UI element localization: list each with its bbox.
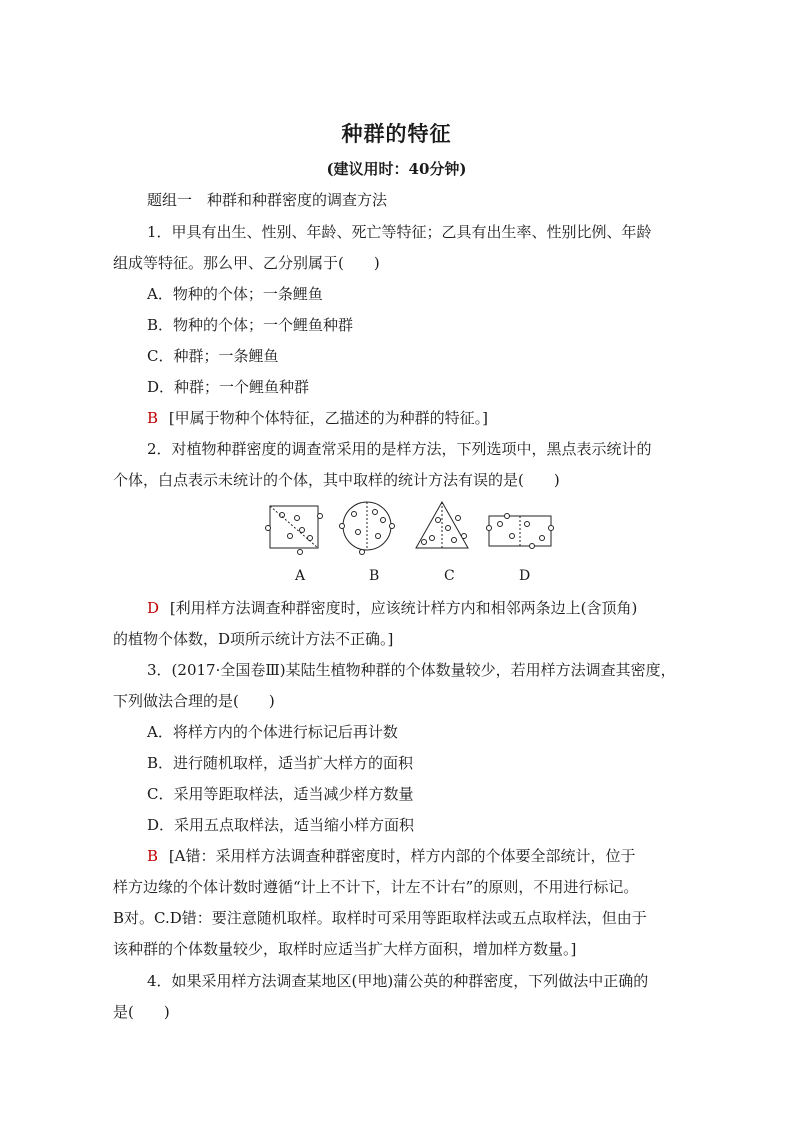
quadrat-d bbox=[487, 514, 554, 549]
q2-answer: D bbox=[147, 599, 160, 617]
q3-option-a: A．将样方内的个体进行标记后再计数 bbox=[147, 723, 398, 741]
q3-explanation-line1: [A错：采用样方法调查种群密度时，样方内部的个体要全部统计，位于 bbox=[168, 847, 636, 865]
q2-explanation-line2: 的植物个体数，D项所示统计方法不正确。] bbox=[113, 630, 394, 648]
q2-stem-line2: 个体，白点表示未统计的个体，其中取样的统计方法有误的是( ) bbox=[113, 471, 560, 489]
figure-label-b: B bbox=[369, 568, 380, 584]
q3-answer: B bbox=[147, 847, 159, 865]
q3-stem-line1: 3．(2017·全国卷Ⅲ)某陆生植物种群的个体数量较少，若用样方法调查其密度， bbox=[147, 661, 676, 679]
q1-option-c: C．种群；一条鲤鱼 bbox=[147, 347, 279, 365]
q4-stem-line1: 4．如果采用样方法调查某地区(甲地)蒲公英的种群密度，下列做法中正确的 bbox=[147, 972, 649, 990]
q3-option-b: B．进行随机取样，适当扩大样方的面积 bbox=[147, 754, 414, 772]
q3-answer-line bbox=[147, 846, 636, 866]
figure-label-d: D bbox=[519, 568, 531, 584]
q2-stem-line1: 2．对植物种群密度的调查常采用的是样方法，下列选项中，黑点表示统计的 bbox=[147, 440, 652, 458]
q2-explanation-line1: [利用样方法调查种群密度时，应该统计样方内和相邻两条边上(含顶角) bbox=[169, 599, 638, 617]
q3-option-c: C．采用等距取样法，适当减少样方数量 bbox=[147, 785, 414, 803]
figure-label-a: A bbox=[295, 568, 306, 584]
group-heading: 题组一 种群和种群密度的调查方法 bbox=[147, 191, 388, 209]
sampling-diagram bbox=[262, 498, 562, 590]
q3-stem-line2: 下列做法合理的是( ) bbox=[113, 692, 275, 710]
page-title: 种群的特征 bbox=[341, 121, 452, 146]
q1-answer-line bbox=[147, 408, 488, 428]
quadrat-b bbox=[340, 502, 395, 555]
q1-stem-line2: 组成等特征。那么甲、乙分别属于( ) bbox=[113, 254, 380, 272]
q1-answer: B bbox=[147, 409, 159, 427]
q1-explanation: [甲属于物种个体特征，乙描述的为种群的特征。] bbox=[168, 409, 489, 427]
q1-option-d: D．种群；一个鲤鱼种群 bbox=[147, 378, 310, 396]
figure-label-c: C bbox=[444, 568, 455, 584]
q2-answer-line bbox=[147, 598, 637, 618]
q3-explanation-line2: 样方边缘的个体计数时遵循“计上不计下，计左不计右”的原则，不用进行标记。 bbox=[113, 878, 639, 896]
suggested-time: (建议用时：40分钟) bbox=[326, 160, 467, 178]
q1-stem-line1: 1．甲具有出生、性别、年龄、死亡等特征；乙具有出生率、性别比例、年龄 bbox=[147, 223, 652, 241]
q3-explanation-line4: 该种群的个体数量较少，取样时应适当扩大样方面积，增加样方数量。] bbox=[113, 940, 577, 958]
q3-explanation-line3: B对。C.D错：要注意随机取样。取样时可采用等距取样法或五点取样法，但由于 bbox=[113, 909, 647, 927]
q3-option-d: D．采用五点取样法，适当缩小样方面积 bbox=[147, 816, 415, 834]
q4-stem-line2: 是( ) bbox=[113, 1003, 170, 1021]
q1-option-a: A．物种的个体；一条鲤鱼 bbox=[147, 285, 323, 303]
quadrat-c bbox=[416, 502, 468, 548]
q1-option-b: B．物种的个体；一个鲤鱼种群 bbox=[147, 316, 354, 334]
quadrat-a bbox=[266, 506, 323, 555]
